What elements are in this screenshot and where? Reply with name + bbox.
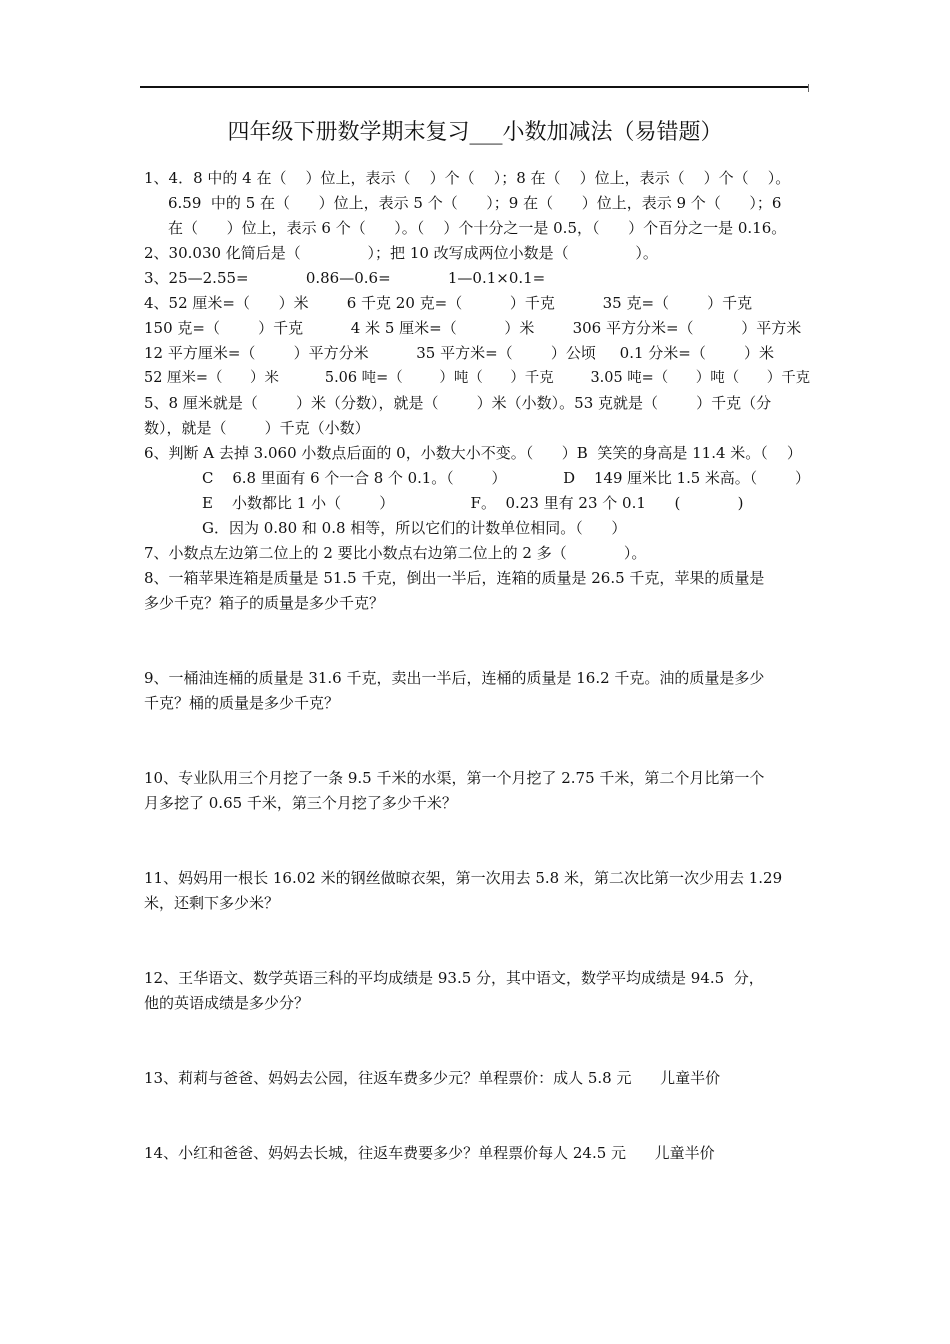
- question-12-line-2: 他的英语成绩是多少分？: [144, 994, 310, 1012]
- question-6-line-4: G．因为 0.80 和 0.8 相等，所以它们的计数单位相同。（ ）: [202, 519, 627, 537]
- header-rule-end-mark: [808, 84, 809, 92]
- question-9-line-1: 9、一桶油连桶的质量是 31.6 千克，卖出一半后，连桶的质量是 16.2 千克。油的质量是多少: [144, 669, 765, 687]
- question-7: 7、小数点左边第二位上的 2 要比小数点右边第二位上的 2 多（ ）。: [144, 544, 647, 562]
- question-2: 2、30.030 化简后是（ ）；把 10 改写成两位小数是（ ）。: [144, 244, 658, 262]
- question-1-line-2: 6.59 中的 5 在（ ）位上，表示 5 个（ ）；9 在（ ）位上，表示 9 个（ ）；6: [168, 194, 782, 212]
- question-1-line-1: 1、4．8 中的 4 在（ ）位上，表示（ ）个（ ）；8 在（ ）位上，表示（ ）个（ ）。: [144, 169, 791, 187]
- question-3: 3、25—2.55= 0.86—0.6= 1—0.1×0.1=: [144, 269, 546, 287]
- question-6-line-3: E 小数都比 1 小（ ） F。 0.23 里有 23 个 0.1 ( ): [202, 494, 744, 512]
- question-5-line-2: 数），就是（ ）千克（小数）: [144, 419, 370, 437]
- question-11-line-2: 米，还剩下多少米？: [144, 894, 280, 912]
- question-10-line-1: 10、专业队用三个月挖了一条 9.5 千米的水渠，第一个月挖了 2.75 千米，第二个月比第一个: [144, 769, 765, 787]
- question-13: 13、莉莉与爸爸、妈妈去公园，往返车费多少元？单程票价：成人 5.8 元 儿童半价: [144, 1069, 721, 1087]
- header-rule: [140, 86, 808, 88]
- question-10-line-2: 月多挖了 0.65 千米，第三个月挖了多少千米？: [144, 794, 457, 812]
- question-1-line-3: 在（ ）位上，表示 6 个（ ）。（ ）个十分之一是 0.5，（ ）个百分之一是 0.16。: [168, 219, 787, 237]
- question-12-line-1: 12、王华语文、数学英语三科的平均成绩是 93.5 分，其中语文，数学平均成绩是 94.5 分，: [144, 969, 764, 987]
- question-14: 14、小红和爸爸、妈妈去长城，往返车费要多少？单程票价每人 24.5 元 儿童半价: [144, 1144, 715, 1162]
- question-4-line-4: 52 厘米=（ ）米 5.06 吨=（ ）吨（ ）千克 3.05 吨=（ ）吨（ ）千克: [144, 370, 811, 386]
- worksheet-title: 四年级下册数学期末复习___小数加减法（易错题）: [227, 120, 723, 145]
- question-5-line-1: 5、8 厘米就是（ ）米（分数），就是（ ）米（小数）。53 克就是（ ）千克（分: [144, 394, 772, 412]
- question-8-line-1: 8、一箱苹果连箱是质量是 51.5 千克，倒出一半后，连箱的质量是 26.5 千克，苹果的质量是: [144, 569, 765, 587]
- question-9-line-2: 千克？桶的质量是多少千克？: [144, 694, 340, 712]
- question-6-line-1: 6、判断 A 去掉 3.060 小数点后面的 0，小数大小不变。（ ）B 笑笑的身高是 11.4 米。（ ）: [144, 444, 802, 462]
- question-6-line-2: C 6.8 里面有 6 个一合 8 个 0.1。（ ） D 149 厘米比 1.5 米高。（ ）: [202, 469, 810, 487]
- question-11-line-1: 11、妈妈用一根长 16.02 米的钢丝做晾衣架，第一次用去 5.8 米，第二次比第一次少用去 1.29: [144, 869, 783, 887]
- question-4-line-1: 4、52 厘米=（ ）米 6 千克 20 克=（ ）千克 35 克=（ ）千克: [144, 294, 753, 312]
- question-8-line-2: 多少千克？箱子的质量是多少千克？: [144, 594, 385, 612]
- question-4-line-3: 12 平方厘米=（ ）平方分米 35 平方米=（ ）公顷 0.1 分米=（ ）米: [144, 344, 774, 362]
- question-4-line-2: 150 克=（ ）千克 4 米 5 厘米=（ ）米 306 平方分米=（ ）平方米: [144, 319, 802, 337]
